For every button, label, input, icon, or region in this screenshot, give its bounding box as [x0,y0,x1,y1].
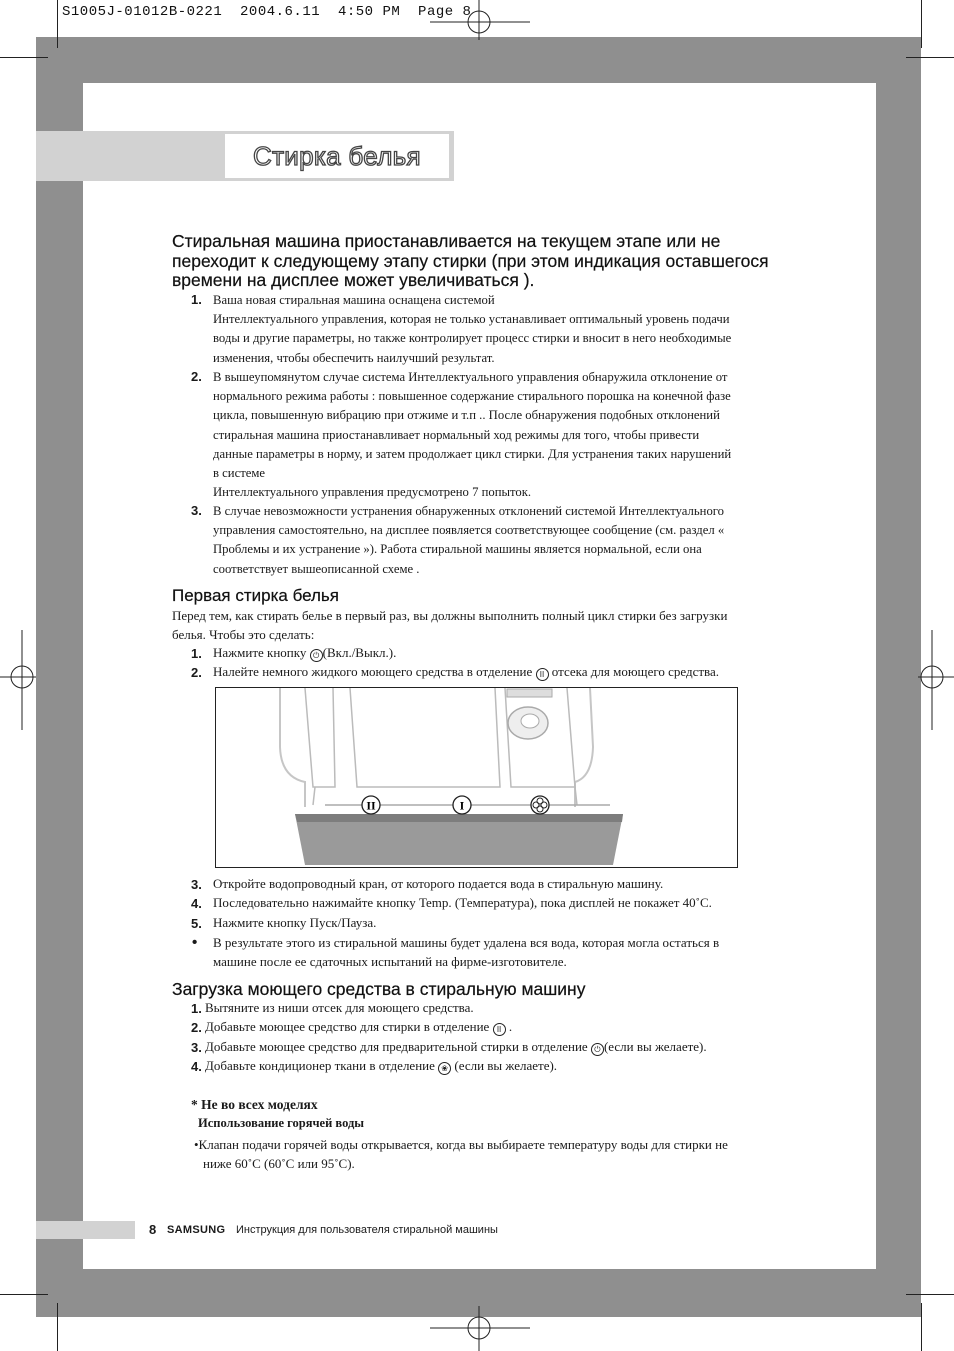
list-item-line: изменения, чтобы обеспечить наилучший результат. [213,350,495,365]
list-number: 3. [191,503,202,518]
list-item-line: данные параметры в норму, и затем продолжает цикл стирки. Для устранения таких нарушений [213,446,732,461]
step-text-part: . [505,1019,513,1035]
crop-mark [906,57,954,58]
page-title: Стирка белья [253,141,421,171]
step-text-part: Добавьте кондиционер ткани в отделение [205,1057,439,1073]
list-item-line: в системе [213,466,266,481]
step-number: 3. [191,1039,202,1055]
step-text [213,664,719,681]
list-item [213,291,731,368]
note-line: ниже 60˚C (60˚C или 95˚C). [203,1156,355,1172]
main-wash-label: II [366,798,376,813]
list-item-line: В вышеупомянутом случае система Интеллектуального управления обнаружила отклонение от [213,370,728,384]
list-item-line: нормального режима работы : повышенное содержание стирального порошка на конечной фазе [213,389,731,404]
registration-mark [0,630,36,730]
main-wash-compartment-icon: II [536,668,549,681]
footer-page-number: 8 [149,1222,157,1237]
step-text-part: Нажмите кнопку [213,645,310,660]
list-number: 1. [191,292,202,307]
section-heading-detergent: Загрузка моющего средства в стиральную машину [172,979,586,999]
intro-line: Перед тем, как стирать белье в первый раз, вы должны выполнить полный цикл стирки без загрузки [172,608,728,623]
page-frame-right [876,83,921,1317]
step-number: 4. [191,896,202,912]
main-wash-compartment-icon: II [493,1023,506,1036]
list-item [213,368,731,502]
step-number: 2. [191,665,202,680]
step-text: Нажмите кнопку Пуск/Пауза. [213,914,377,930]
crop-mark [0,1294,48,1295]
crop-mark [921,1303,922,1351]
crop-mark [0,57,48,58]
list-item-line: воды и другие параметры, но также контролирует процесс стирки и вносит в него необходимые [213,331,732,346]
section-heading-first-wash: Первая стирка белья [172,586,339,605]
step-text [205,1000,474,1016]
list-item-line: Интеллектуального управления, которая не только устанавливает оптимальный уровень подачи [213,312,730,327]
step-text [205,1058,557,1075]
footer-bar [36,1221,135,1239]
step-text [205,1039,707,1056]
list-item-line: Проблемы и их устранение »). Работа стиральной машины является нормальной, если она [213,542,702,557]
step-number: 3. [191,877,202,892]
step-text-part: Добавьте моющее средство для предварительной стирки в отделение [205,1038,591,1054]
step-number: 5. [191,915,202,931]
softener-flower-icon [531,796,549,814]
step-number: 1. [191,646,202,661]
step-text-part: (Вкл./Выкл.). [322,645,397,660]
footer-brand: SAMSUNG [167,1224,226,1236]
detergent-drawer-illustration [215,687,738,868]
list-item [213,502,724,579]
step-text-part: (если вы желаете). [451,1057,558,1073]
step-text [213,645,396,662]
step-number: 4. [191,1058,202,1074]
intro-line: белья. Чтобы это сделать: [172,627,315,643]
list-item-line: Интеллектуального управления предусмотрено 7 попыток. [213,485,532,500]
page-frame-top [36,37,921,83]
list-item-line: управления самостоятельно, на дисплее появляется соответствующее сообщение (см. раздел « [213,523,725,538]
first-wash-intro [172,606,727,644]
section-heading-pause: Стиральная машина приостанавливается на текущем этапе или не переходит к следующему этапу стирки (при этом индикация оставшегося времени на дисплее может увеличиваться ). [172,231,769,290]
bullet-text [213,933,719,971]
crop-mark [906,1294,954,1295]
step-text: Откройте водопроводный кран, от которого подается вода в стиральную машину. [213,876,664,891]
bullet-mark: • [192,934,198,951]
prewash-label: I [459,798,465,813]
step-text [205,1019,512,1036]
step-text-part: Вытяните из ниши отсек для моющего средства. [205,1000,474,1015]
print-slug: S1005J-01012B-0221 2004.6.11 4:50 PM Page 8 [62,4,472,20]
list-item-line: цикла, повышенную вибрацию при отжиме и т.п .. После обнаружения подобных отклонений [213,408,720,423]
list-number: 2. [191,369,202,384]
step-text: Последовательно нажимайте кнопку Temp. (Температура), пока дисплей не покажет 40˚C. [213,895,712,911]
flower-icon: ❀ [438,1062,451,1075]
note-subtitle: Использование горячей воды [198,1116,365,1130]
step-text-part: отсека для моющего средства. [548,664,720,679]
power-icon: ⏻ [310,649,323,662]
list-item-line: Ваша новая стиральная машина оснащена системой [213,293,495,307]
crop-mark [57,0,58,48]
step-number: 1. [191,1001,202,1016]
page-frame-left [36,83,83,1317]
power-icon: ⏻ [591,1043,604,1056]
list-item-line: В случае невозможности устранения обнаруженных отклонений системой Интеллектуального [213,504,725,518]
footer-text: Инструкция для пользователя стиральной машины [236,1224,498,1236]
step-text-part: Добавьте моющее средство для стирки в отделение [205,1019,493,1035]
step-number: 2. [191,1020,202,1036]
note-text [194,1135,728,1173]
list-item-line: стиральная машина приостанавливает нормальный ход режимы для того, чтобы привести [213,427,700,442]
note-star: * Не во всех моделях [191,1097,318,1112]
crop-mark [921,0,922,48]
bullet-line: В результате этого из стиральной машины будет удалена вся вода, которая могла остаться в [213,935,720,950]
step-text-part: (если вы желаете). [603,1038,707,1054]
list-item-line: соответствует вышеописанной схеме . [213,561,420,576]
bullet-line: машине после ее сдаточных испытаний на фирме-изготовителе. [213,954,567,970]
registration-mark [430,1306,530,1351]
note-line: •Клапан подачи горячей воды открывается, когда вы выбираете температуру воды для стирки не [194,1137,728,1152]
step-text-part: Налейте немного жидкого моющего средства в отделение [213,664,536,679]
crop-mark [57,1303,58,1351]
registration-mark [918,630,954,730]
